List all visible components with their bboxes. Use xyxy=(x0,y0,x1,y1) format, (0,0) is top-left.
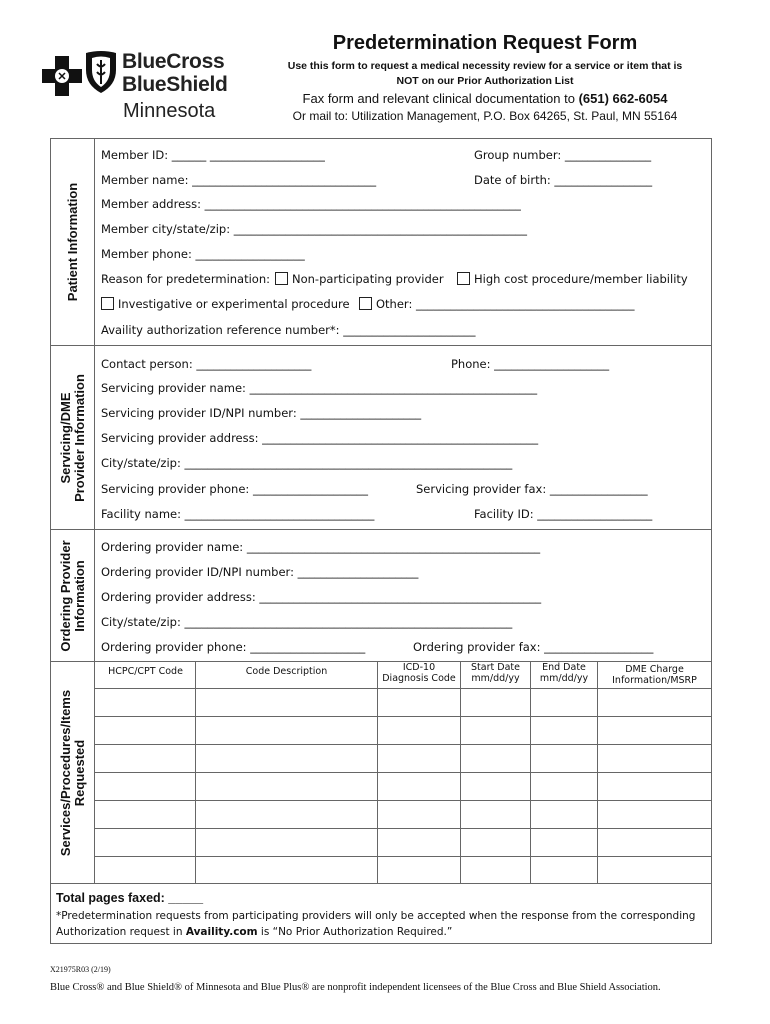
services-label-line1: Services/Procedures/Items xyxy=(57,689,73,856)
footnote-text-c: is “No Prior Authorization Required.” xyxy=(257,926,453,938)
member-id-field[interactable]: Member ID: ______ ____________________ xyxy=(101,148,325,162)
services-label-cell xyxy=(51,662,95,883)
col-header-end-line2: mm/dd/yy xyxy=(539,673,589,684)
servicing-provider-npi-field[interactable]: Servicing provider ID/NPI number: _____________________ xyxy=(101,406,422,420)
services-section xyxy=(51,662,711,884)
logo-text-minnesota: Minnesota xyxy=(123,100,216,122)
ordering-city-field[interactable]: City/state/zip: _________________________________________________________ xyxy=(101,615,513,629)
patient-info-section xyxy=(51,139,711,346)
col-header-hcpc xyxy=(96,666,195,677)
table-row[interactable] xyxy=(95,856,711,857)
blue-cross-icon xyxy=(42,56,82,96)
ordering-provider-name-field[interactable]: Ordering provider name: ___________________________________________________ xyxy=(101,540,541,554)
table-row[interactable] xyxy=(95,772,711,773)
ordering-provider-address-field[interactable]: Ordering provider address: _________________________________________________ xyxy=(101,590,542,604)
form-subtitle-line2: NOT on our Prior Authorization List xyxy=(396,75,574,87)
services-label xyxy=(59,689,87,855)
servicing-label-line1: Servicing/DME xyxy=(57,391,73,484)
table-row[interactable] xyxy=(95,828,711,829)
servicing-label-line2: Provider Information xyxy=(71,373,87,502)
footnote-line2 xyxy=(56,926,706,938)
col-header-start-date xyxy=(461,662,530,684)
fax-instructions xyxy=(270,91,700,106)
date-of-birth-field[interactable]: Date of birth: _________________ xyxy=(474,173,653,187)
patient-info-label: Patient Information xyxy=(64,182,80,302)
col-header-hcpc-text: HCPC/CPT Code xyxy=(108,666,183,677)
availity-link[interactable]: Availity.com xyxy=(185,926,258,938)
form-table xyxy=(50,138,712,944)
ordering-label-line2: Information xyxy=(71,559,87,632)
logo-text-blueshield: BlueShield xyxy=(122,73,228,96)
member-city-field[interactable]: Member city/state/zip: ___________________________________________________ xyxy=(101,222,527,236)
servicing-provider-fax-field[interactable]: Servicing provider fax: _________________ xyxy=(416,482,648,496)
investigative-option[interactable] xyxy=(101,297,350,311)
other-label: Other: ______________________________________ xyxy=(376,297,635,311)
col-header-dme-line2: Information/MSRP xyxy=(612,675,697,686)
ordering-provider-phone-field[interactable]: Ordering provider phone: ____________________ xyxy=(101,640,366,654)
other-checkbox[interactable] xyxy=(359,297,372,310)
col-header-description xyxy=(196,666,377,677)
servicing-provider-phone-field[interactable]: Servicing provider phone: ____________________ xyxy=(101,482,368,496)
non-participating-option[interactable] xyxy=(275,272,444,286)
servicing-provider-label xyxy=(59,374,87,502)
footer-disclaimer: Blue Cross® and Blue Shield® of Minnesota and Blue Plus® are nonprofit independent licensees of the Blue Cross and Blue Shield Association. xyxy=(50,982,661,993)
contact-phone-field[interactable]: Phone: ____________________ xyxy=(451,357,610,371)
mail-instructions: Or mail to: Utilization Management, P.O. Box 64265, St. Paul, MN 55164 xyxy=(292,109,678,123)
member-address-field[interactable]: Member address: _______________________________________________________ xyxy=(101,197,521,211)
ordering-provider-label xyxy=(59,540,87,651)
fax-number: (651) 662-6054 xyxy=(578,91,668,106)
servicing-provider-name-field[interactable]: Servicing provider name: __________________________________________________ xyxy=(101,381,538,395)
reason-label: Reason for predetermination: xyxy=(101,272,271,286)
servicing-provider-section xyxy=(51,346,711,530)
total-pages-field[interactable]: Total pages faxed: _____ xyxy=(56,891,204,905)
high-cost-label: High cost procedure/member liability xyxy=(474,272,688,286)
ordering-provider-section xyxy=(51,530,711,662)
footnote-line1: *Predetermination requests from participating providers will only be accepted when the response from the corresponding xyxy=(56,910,696,922)
table-row[interactable] xyxy=(95,800,711,801)
servicing-city-field[interactable]: City/state/zip: _________________________________________________________ xyxy=(101,456,513,470)
col-header-icd10-line2: Diagnosis Code xyxy=(382,673,456,684)
col-header-end-date xyxy=(531,662,597,684)
col-header-dme-line1: DME Charge xyxy=(625,664,684,675)
availity-ref-field[interactable]: Availity authorization reference number*: _______________________ xyxy=(101,323,476,337)
facility-id-field[interactable]: Facility ID: ____________________ xyxy=(474,507,653,521)
table-row[interactable] xyxy=(95,688,711,689)
other-option[interactable] xyxy=(359,297,634,311)
col-header-description-text: Code Description xyxy=(245,666,328,677)
investigative-checkbox[interactable] xyxy=(101,297,114,310)
investigative-label: Investigative or experimental procedure xyxy=(118,297,350,311)
services-label-line2: Requested xyxy=(71,739,87,806)
fax-label: Fax form and relevant clinical documentation to xyxy=(302,91,579,106)
table-row[interactable] xyxy=(95,716,711,717)
member-phone-field[interactable]: Member phone: ___________________ xyxy=(101,247,305,261)
non-participating-checkbox[interactable] xyxy=(275,272,288,285)
col-header-start-line1: Start Date xyxy=(471,662,520,673)
group-number-field[interactable]: Group number: _______________ xyxy=(474,148,652,162)
col-header-icd10-line1: ICD-10 xyxy=(402,662,436,673)
ordering-provider-npi-field[interactable]: Ordering provider ID/NPI number: _____________________ xyxy=(101,565,419,579)
form-title: Predetermination Request Form xyxy=(332,32,638,54)
logo-text-bluecross: BlueCross xyxy=(122,50,225,73)
col-header-icd10 xyxy=(378,662,460,684)
member-name-field[interactable]: Member name: ________________________________ xyxy=(101,173,377,187)
bcbs-logo xyxy=(40,46,240,128)
contact-person-field[interactable]: Contact person: ____________________ xyxy=(101,357,312,371)
patient-info-label-cell xyxy=(51,139,95,345)
high-cost-option[interactable] xyxy=(457,272,688,286)
ordering-label-line1: Ordering Provider xyxy=(57,539,73,652)
form-subtitle-line1: Use this form to request a medical necessity review for a service or item that is xyxy=(287,60,683,72)
non-participating-label: Non-participating provider xyxy=(292,272,444,286)
footnote-text-a: Authorization request in xyxy=(56,926,186,938)
blue-shield-icon xyxy=(84,50,118,94)
high-cost-checkbox[interactable] xyxy=(457,272,470,285)
col-header-start-line2: mm/dd/yy xyxy=(471,673,520,684)
servicing-provider-address-field[interactable]: Servicing provider address: ________________________________________________ xyxy=(101,431,539,445)
servicing-provider-label-cell xyxy=(51,346,95,529)
col-header-dme xyxy=(598,664,711,686)
table-row[interactable] xyxy=(95,744,711,745)
ordering-provider-fax-field[interactable]: Ordering provider fax: ___________________ xyxy=(413,640,654,654)
ordering-provider-label-cell xyxy=(51,530,95,661)
col-header-end-line1: End Date xyxy=(542,662,586,673)
form-code: X21975R03 (2/19) xyxy=(50,965,111,974)
facility-name-field[interactable]: Facility name: _________________________________ xyxy=(101,507,375,521)
